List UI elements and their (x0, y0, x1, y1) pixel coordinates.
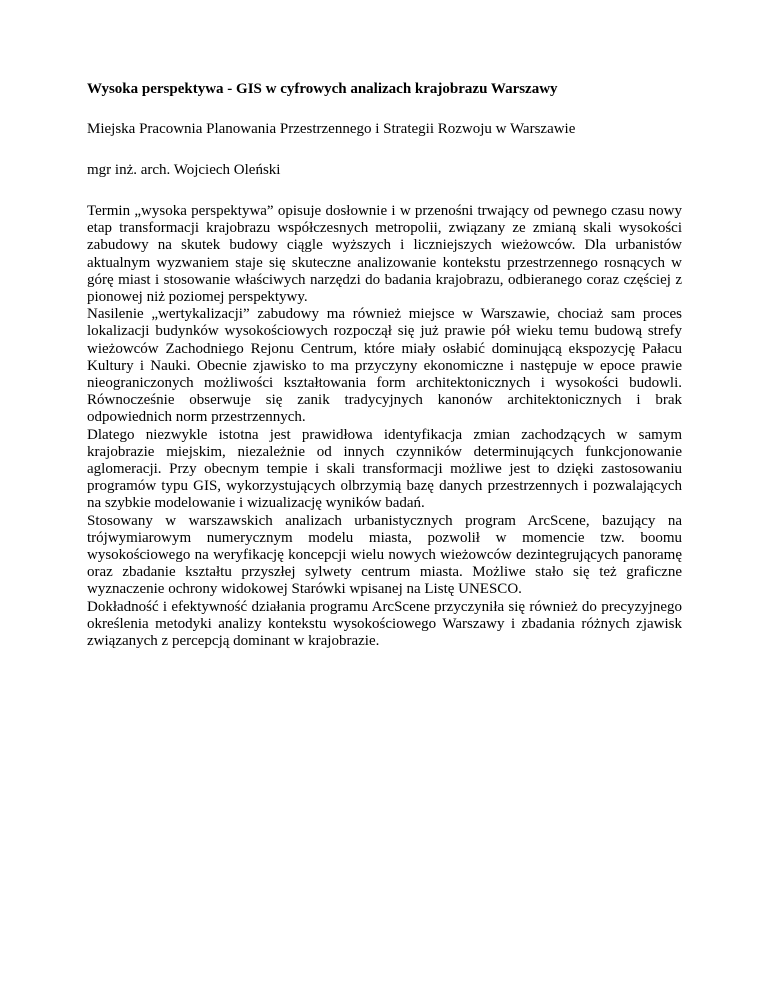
body-paragraph: Termin „wysoka perspektywa” opisuje dosłownie i w przenośni trwający od pewnego czasu nowy etap transformacji krajobrazu współczesnych metropolii, związany ze zmianą skali wysokości zabudowy na skutek budowy ciągle wyższych i liczniejszych wieżowców. Dla urbanistów aktualnym wyzwaniem staje się skuteczne analizowanie kontekstu przestrzennego rosnących w górę miast i stosowanie właściwych narzędzi do badania krajobrazu, odbieranego coraz częściej z pionowej niż poziomej perspektywy. (87, 203, 682, 306)
body-paragraph: Stosowany w warszawskich analizach urbanistycznych program ArcScene, bazujący na trójwymiarowym numerycznym modelu miasta, pozwolił w momencie tzw. boomu wysokościowego na weryfikację koncepcji wielu nowych wieżowców dezintegrujących panoramę oraz zbadanie kształtu przyszłej sylwety centrum miasta. Możliwe stało się też graficzne wyznaczenie ochrony widokowej Starówki wpisanej na Listę UNESCO. (87, 512, 682, 598)
author-name: mgr inż. arch. Wojciech Oleński (87, 162, 281, 178)
body-paragraph: Nasilenie „wertykalizacji” zabudowy ma również miejsce w Warszawie, chociaż sam proces lokalizacji budynków wysokościowych rozpoczął się już prawie pół wieku temu budową strefy wieżowców Zachodniego Rejonu Centrum, które miały osłabić dominującą ekspozycję Pałacu Kultury i Nauki. Obecnie zjawisko to ma przyczyny ekonomiczne i następuje w epoce prawie nieograniczonych możliwości kształtowania form architektonicznych i wysokości budowli. Równocześnie obserwuje się zanik tradycyjnych kanonów architektonicznych i brak odpowiednich norm przestrzennych. (87, 306, 682, 426)
document-title: Wysoka perspektywa - GIS w cyfrowych analizach krajobrazu Warszawy (87, 81, 558, 97)
document-page (87, 80, 682, 650)
institution-name: Miejska Pracownia Planowania Przestrzennego i Strategii Rozwoju w Warszawie (87, 121, 576, 137)
body-paragraph: Dlatego niezwykle istotna jest prawidłowa identyfikacja zmian zachodzących w samym krajobrazie miejskim, niezależnie od innych czynników determinujących funkcjonowanie aglomeracji. Przy obecnym tempie i skali transformacji możliwe jest to dzięki zastosowaniu programów typu GIS, wykorzystujących olbrzymią bazę danych przestrzennych i pozwalających na szybkie modelowanie i wizualizację wyników badań. (87, 426, 682, 512)
body-paragraph: Dokładność i efektywność działania programu ArcScene przyczyniła się również do precyzyjnego określenia metodyki analizy kontekstu wysokościowego Warszawy i zbadania różnych zjawisk związanych z percepcją dominant w krajobrazie. (87, 598, 682, 650)
